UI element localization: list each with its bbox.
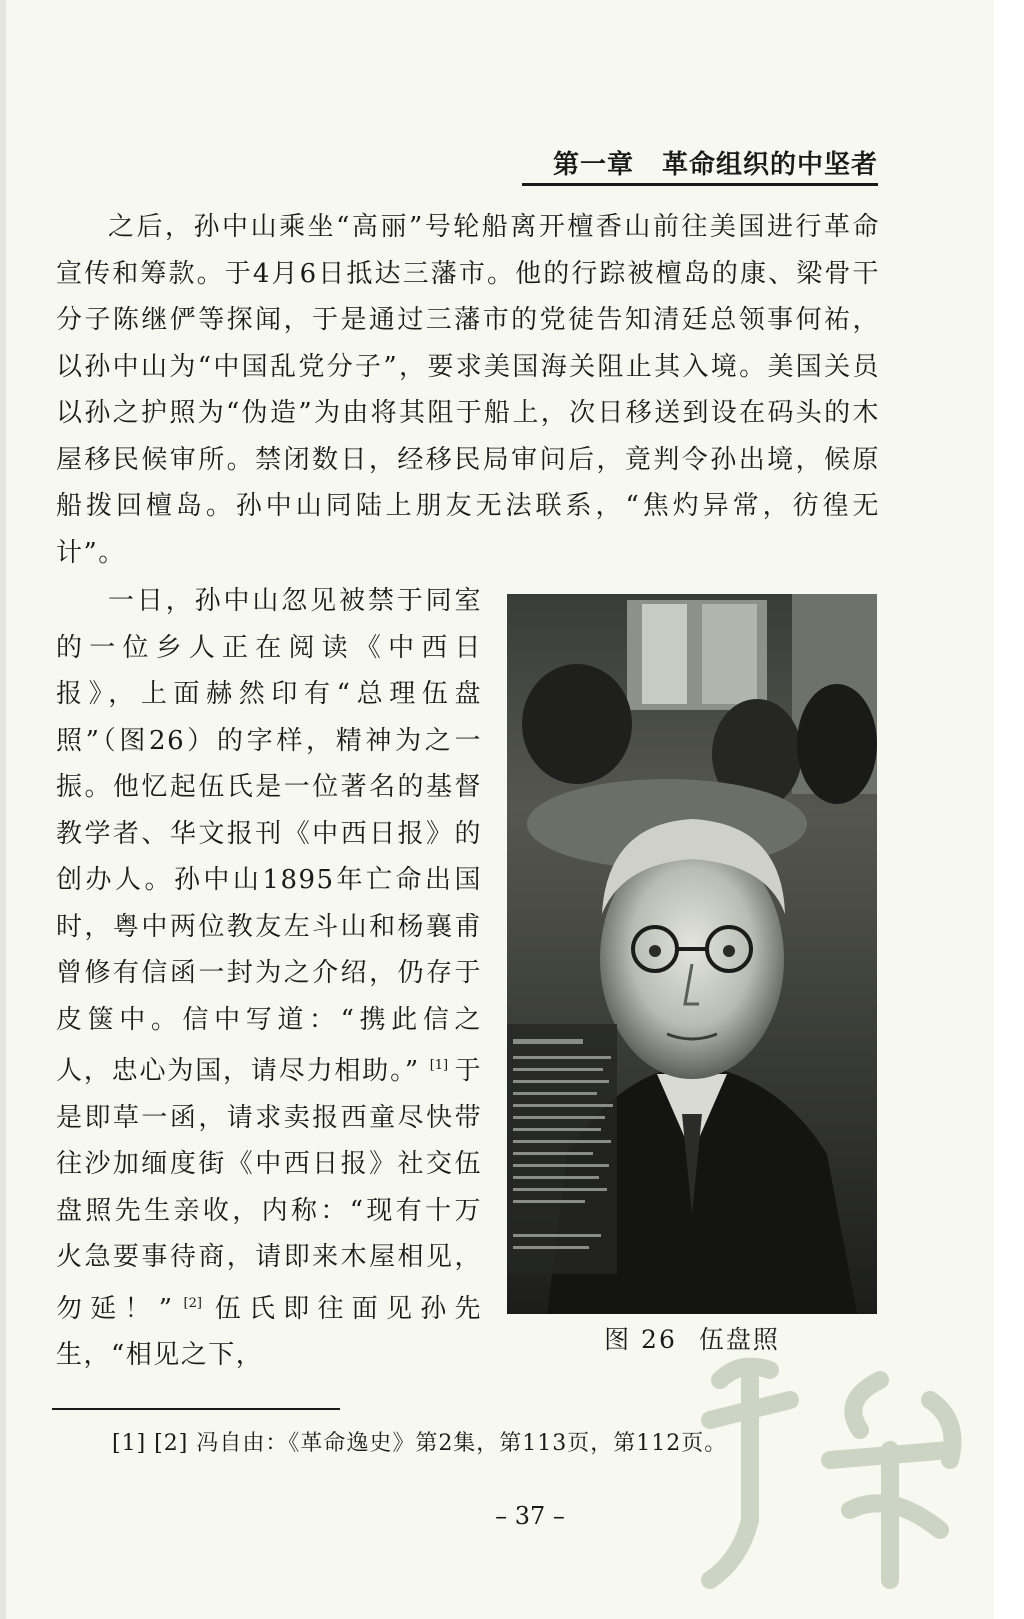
portrait-photo-image [507,594,877,1314]
publisher-watermark [680,1340,980,1600]
footnote-ref-1[interactable]: [1] [429,1058,449,1073]
page-left-edge [0,0,6,1619]
footnote-ref-2[interactable]: [2] [183,1295,202,1311]
paragraph-1: 之后，孙中山乘坐“高丽”号轮船离开檀香山前往美国进行革命宣传和筹款。于4月6日抵达三藩市。他的行踪被檀岛的康、梁骨干分子陈继俨等探闻，于是通过三藩市的党徒告知清廷总领事何祐，以孙中山为“中国乱党分子”，要求美国海关阻止其入境。美国关员以孙之护照为“伪造”为由将其阻于船上，次日移送到设在码头的木屋移民候审所。禁闭数日，经移民局审问后，竟判令孙出境，候原船拨回檀岛。孙中山同陆上朋友无法联系，“焦灼异常，彷徨无计”。 [56,212,880,568]
caption-name: 伍盘照 [698,1325,780,1354]
footnote: [1] [2] 冯自由：《革命逸史》第2集，第113页，第112页。 [112,1431,728,1456]
chapter-title: 革命组织的中坚者 [661,150,878,180]
paragraph-2-part-2: 于是即草一函，请求卖报西童尽快带往沙加缅度街《中西日报》社交伍盘照先生亲收，内称：“现有十万火急要事待商，请即来木屋相见，勿延！” [56,1056,482,1324]
caption-number: 图 26 [604,1325,677,1354]
footnote-rule [52,1408,340,1410]
page-right-margin [994,0,1024,1619]
page-number: – 37 – [495,1502,565,1530]
paragraph-2-part-3: 伍氏即往面见孙先生，“相见之下， [56,1293,482,1370]
running-header [522,144,878,181]
header-rule [522,183,878,186]
portrait-photo [507,594,877,1314]
paragraph-2 [56,578,482,1379]
watermark-logo [680,1340,980,1600]
chapter-number: 第一章 [552,150,634,180]
paragraph-2-part-1: 一日，孙中山忽见被禁于同室的一位乡人正在阅读《中西日报》，上面赫然印有“总理伍盘照”（图26）的字样，精神为之一振。他忆起伍氏是一位著名的基督教学者、华文报刊《中西日报》的创办人。孙中山1895年亡命出国时，粤中两位教友左斗山和杨襄甫曾修有信函一封为之介绍，仍存于皮箧中。信中写道：“携此信之人，忠心为国，请尽力相助。” [56,586,482,1086]
